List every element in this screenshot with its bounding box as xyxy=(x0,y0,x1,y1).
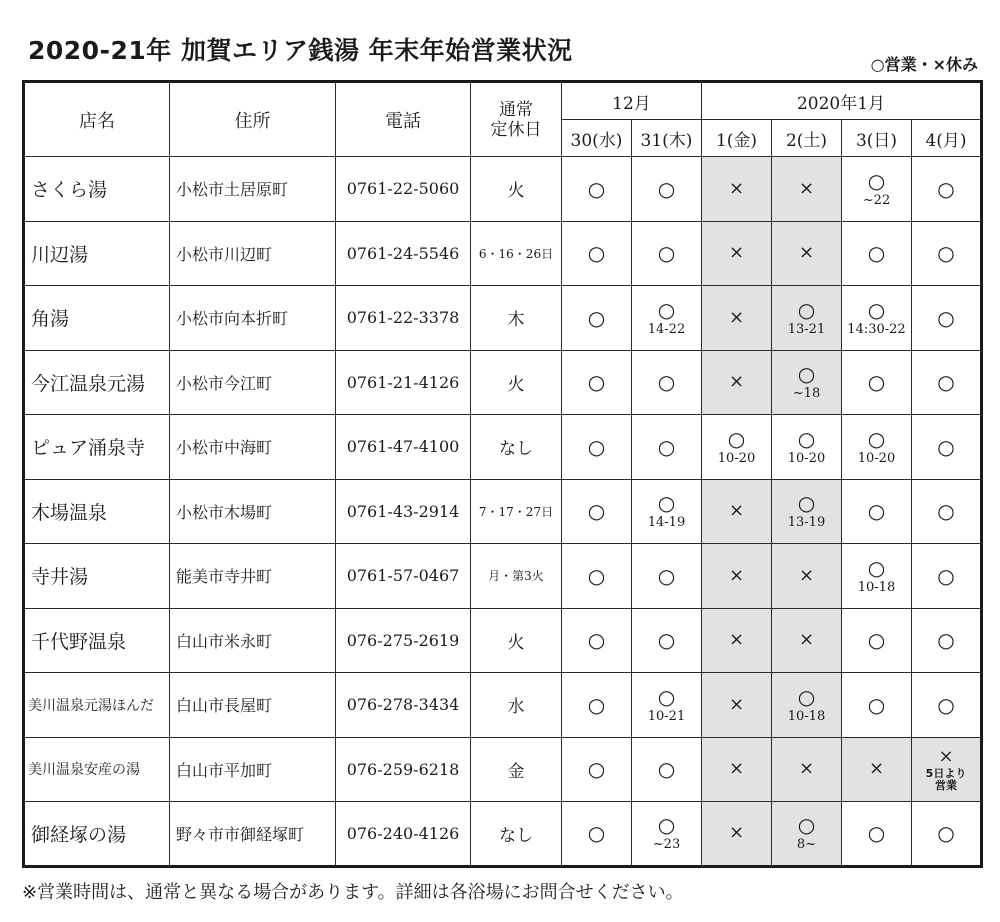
day-status-cell xyxy=(632,737,702,802)
day-status-cell xyxy=(562,608,632,673)
open-mark: ○ xyxy=(867,692,886,717)
day-status-cell xyxy=(772,221,842,286)
open-mark: ○ xyxy=(587,305,606,330)
day-status-cell xyxy=(772,286,842,351)
day-status-cell xyxy=(772,350,842,415)
day-status-cell xyxy=(772,737,842,802)
legend: ○営業・×休み xyxy=(870,55,978,74)
closed-mark: × xyxy=(728,564,745,586)
day-status-cell xyxy=(702,802,772,867)
open-mark: ○ xyxy=(587,499,606,524)
opening-hours: 10-18 xyxy=(857,579,896,595)
day-status-cell xyxy=(842,802,912,867)
bathhouse-name: 木場温泉 xyxy=(24,479,170,544)
table-row xyxy=(24,221,982,286)
open-mark: ○ xyxy=(937,434,955,459)
open-mark: ○ xyxy=(657,297,676,322)
open-mark: ○ xyxy=(657,434,676,459)
day-status-cell xyxy=(772,802,842,867)
table-row xyxy=(24,415,982,480)
day-status-cell xyxy=(702,350,772,415)
bathhouse-phone: 076-275-2619 xyxy=(336,608,471,673)
day-status-cell xyxy=(912,479,982,544)
header-day: 31(木) xyxy=(632,120,702,157)
footer-note: ※営業時間は、通常と異なる場合があります。詳細は各浴場にお問合せください。 xyxy=(22,882,684,903)
open-mark: ○ xyxy=(587,176,606,201)
closed-mark: × xyxy=(798,177,815,199)
bathhouse-address: 小松市土居原町 xyxy=(170,157,336,222)
open-mark: ○ xyxy=(797,491,816,516)
bathhouse-name: 美川温泉安産の湯 xyxy=(24,737,170,802)
closed-mark: × xyxy=(798,564,815,586)
closed-mark: × xyxy=(798,758,815,780)
opening-hours: 10-18 xyxy=(787,708,826,724)
closed-mark: × xyxy=(728,629,745,651)
closed-mark: × xyxy=(728,306,745,328)
bathhouse-name: ピュア涌泉寺 xyxy=(24,415,170,480)
bathhouse-phone: 076-259-6218 xyxy=(336,737,471,802)
open-mark: ○ xyxy=(727,426,746,451)
table-row xyxy=(24,479,982,544)
bathhouse-phone: 0761-47-4100 xyxy=(336,415,471,480)
open-mark: ○ xyxy=(937,499,955,524)
header-closed xyxy=(471,82,562,157)
day-status-cell xyxy=(912,544,982,609)
bathhouse-phone: 0761-24-5546 xyxy=(336,221,471,286)
open-mark: ○ xyxy=(797,297,816,322)
day-status-cell xyxy=(632,673,702,738)
header-closed-line1: 通常 xyxy=(499,99,533,120)
opening-hours: 14-19 xyxy=(647,515,686,531)
day-status-cell xyxy=(772,157,842,222)
bathhouse-address: 小松市向本折町 xyxy=(170,286,336,351)
bathhouse-phone: 0761-43-2914 xyxy=(336,479,471,544)
open-mark: ○ xyxy=(587,563,606,588)
day-status-cell xyxy=(562,544,632,609)
open-mark: ○ xyxy=(587,821,606,846)
day-status-cell xyxy=(912,350,982,415)
header-day: 3(日) xyxy=(842,120,912,157)
day-status-cell xyxy=(702,479,772,544)
table-row xyxy=(24,673,982,738)
bathhouse-name: 川辺湯 xyxy=(24,221,170,286)
opening-hours: ~18 xyxy=(792,386,821,402)
day-status-cell xyxy=(912,608,982,673)
open-mark: ○ xyxy=(797,362,816,387)
day-status-cell xyxy=(772,544,842,609)
open-mark: ○ xyxy=(657,241,676,266)
bathhouse-address: 白山市長屋町 xyxy=(170,673,336,738)
open-mark: ○ xyxy=(937,563,955,588)
header-day: 30(水) xyxy=(562,120,632,157)
day-status-cell xyxy=(702,608,772,673)
day-status-cell xyxy=(562,479,632,544)
open-mark: ○ xyxy=(657,813,676,838)
open-mark: ○ xyxy=(937,692,955,717)
closed-mark: × xyxy=(728,500,745,522)
bathhouse-phone: 076-278-3434 xyxy=(336,673,471,738)
table-row xyxy=(24,157,982,222)
day-status-cell xyxy=(772,415,842,480)
opening-hours: 14-22 xyxy=(647,321,686,337)
closed-mark: × xyxy=(868,758,885,780)
regular-closed-day: なし xyxy=(471,415,562,480)
opening-hours: 13-19 xyxy=(787,515,826,531)
opening-hours: 10-20 xyxy=(717,450,756,466)
open-mark: ○ xyxy=(657,563,676,588)
opening-hours: 10-21 xyxy=(647,708,686,724)
day-status-cell xyxy=(842,608,912,673)
day-status-cell xyxy=(562,157,632,222)
open-mark: ○ xyxy=(657,628,676,653)
day-status-cell xyxy=(632,350,702,415)
bathhouse-name: 寺井湯 xyxy=(24,544,170,609)
opening-hours: 13-21 xyxy=(787,321,826,337)
header-day: 4(月) xyxy=(912,120,982,157)
table-row xyxy=(24,286,982,351)
open-mark: ○ xyxy=(937,176,955,201)
open-mark: ○ xyxy=(587,628,606,653)
open-mark: ○ xyxy=(587,241,606,266)
open-mark: ○ xyxy=(867,168,886,193)
closed-mark: × xyxy=(798,629,815,651)
schedule-table xyxy=(22,80,983,868)
day-status-cell xyxy=(842,286,912,351)
closed-mark: × xyxy=(728,371,745,393)
regular-closed-day: 木 xyxy=(471,286,562,351)
open-mark: ○ xyxy=(587,692,606,717)
page-title: 2020-21年 加賀エリア銭湯 年末年始営業状況 xyxy=(28,36,573,65)
open-mark: ○ xyxy=(867,370,886,395)
open-mark: ○ xyxy=(797,813,816,838)
day-status-cell xyxy=(632,608,702,673)
regular-closed-day: 火 xyxy=(471,608,562,673)
day-status-cell xyxy=(562,802,632,867)
day-status-cell xyxy=(912,286,982,351)
closed-mark: × xyxy=(728,177,745,199)
header-name: 店名 xyxy=(24,82,170,157)
bathhouse-address: 小松市中海町 xyxy=(170,415,336,480)
bathhouse-name: 御経塚の湯 xyxy=(24,802,170,867)
day-status-cell xyxy=(842,350,912,415)
header-closed-line2: 定休日 xyxy=(490,119,542,140)
open-mark: ○ xyxy=(867,821,886,846)
day-status-cell xyxy=(702,737,772,802)
open-mark: ○ xyxy=(587,757,606,782)
opening-hours: ~22 xyxy=(862,192,891,208)
header-day: 1(金) xyxy=(702,120,772,157)
day-status-cell xyxy=(632,286,702,351)
open-mark: ○ xyxy=(867,628,886,653)
day-status-cell xyxy=(562,350,632,415)
open-mark: ○ xyxy=(657,370,676,395)
bathhouse-name: 美川温泉元湯ほんだ xyxy=(24,673,170,738)
regular-closed-day: 水 xyxy=(471,673,562,738)
opening-hours: 10-20 xyxy=(857,450,896,466)
regular-closed-day: 7・17・27日 xyxy=(471,479,562,544)
open-mark: ○ xyxy=(797,426,816,451)
header-address: 住所 xyxy=(170,82,336,157)
open-mark: ○ xyxy=(587,370,606,395)
regular-closed-day: なし xyxy=(471,802,562,867)
bathhouse-phone: 0761-21-4126 xyxy=(336,350,471,415)
bathhouse-name: 千代野温泉 xyxy=(24,608,170,673)
day-status-cell xyxy=(772,673,842,738)
day-status-cell xyxy=(632,802,702,867)
day-status-cell xyxy=(562,673,632,738)
open-mark: ○ xyxy=(657,176,676,201)
day-status-cell xyxy=(562,221,632,286)
day-status-cell xyxy=(842,221,912,286)
day-status-cell xyxy=(632,479,702,544)
cell-note: 営業 xyxy=(935,779,957,793)
day-status-cell xyxy=(912,157,982,222)
bathhouse-address: 小松市木場町 xyxy=(170,479,336,544)
day-status-cell xyxy=(842,157,912,222)
open-mark: ○ xyxy=(657,684,676,709)
bathhouse-name: 角湯 xyxy=(24,286,170,351)
day-status-cell xyxy=(702,673,772,738)
day-status-cell xyxy=(842,673,912,738)
opening-hours: 8~ xyxy=(796,837,817,853)
open-mark: ○ xyxy=(937,628,955,653)
day-status-cell xyxy=(912,802,982,867)
bathhouse-phone: 076-240-4126 xyxy=(336,802,471,867)
table-row xyxy=(24,608,982,673)
header-phone: 電話 xyxy=(336,82,471,157)
day-status-cell xyxy=(842,415,912,480)
day-status-cell xyxy=(702,544,772,609)
day-status-cell xyxy=(912,737,982,802)
day-status-cell xyxy=(842,737,912,802)
open-mark: ○ xyxy=(797,684,816,709)
bathhouse-address: 小松市今江町 xyxy=(170,350,336,415)
day-status-cell xyxy=(632,415,702,480)
opening-hours: 10-20 xyxy=(787,450,826,466)
bathhouse-name: さくら湯 xyxy=(24,157,170,222)
open-mark: ○ xyxy=(657,757,676,782)
day-status-cell xyxy=(562,286,632,351)
bathhouse-address: 白山市米永町 xyxy=(170,608,336,673)
day-status-cell xyxy=(702,221,772,286)
bathhouse-phone: 0761-57-0467 xyxy=(336,544,471,609)
day-status-cell xyxy=(702,415,772,480)
open-mark: ○ xyxy=(867,426,886,451)
header-month-jan: 2020年1月 xyxy=(702,82,982,120)
bathhouse-address: 白山市平加町 xyxy=(170,737,336,802)
open-mark: ○ xyxy=(867,499,886,524)
closed-mark: × xyxy=(938,746,954,768)
day-status-cell xyxy=(772,608,842,673)
open-mark: ○ xyxy=(587,434,606,459)
day-status-cell xyxy=(632,157,702,222)
closed-mark: × xyxy=(798,242,815,264)
regular-closed-day: 6・16・26日 xyxy=(471,221,562,286)
regular-closed-day: 火 xyxy=(471,157,562,222)
bathhouse-name: 今江温泉元湯 xyxy=(24,350,170,415)
day-status-cell xyxy=(632,221,702,286)
bathhouse-address: 野々市市御経塚町 xyxy=(170,802,336,867)
day-status-cell xyxy=(702,286,772,351)
cell-note: 5日より xyxy=(925,767,967,781)
table-row xyxy=(24,350,982,415)
bathhouse-phone: 0761-22-5060 xyxy=(336,157,471,222)
header-month-dec: 12月 xyxy=(562,82,702,120)
header-day: 2(土) xyxy=(772,120,842,157)
regular-closed-day: 金 xyxy=(471,737,562,802)
day-status-cell xyxy=(842,544,912,609)
open-mark: ○ xyxy=(867,297,886,322)
regular-closed-day: 火 xyxy=(471,350,562,415)
opening-hours: 14:30-22 xyxy=(847,321,906,337)
opening-hours: ~23 xyxy=(652,837,681,853)
table-row xyxy=(24,802,982,867)
bathhouse-phone: 0761-22-3378 xyxy=(336,286,471,351)
open-mark: ○ xyxy=(937,370,955,395)
open-mark: ○ xyxy=(937,821,955,846)
table-row xyxy=(24,737,982,802)
open-mark: ○ xyxy=(937,241,955,266)
closed-mark: × xyxy=(728,822,745,844)
day-status-cell xyxy=(702,157,772,222)
day-status-cell xyxy=(562,415,632,480)
bathhouse-address: 能美市寺井町 xyxy=(170,544,336,609)
day-status-cell xyxy=(562,737,632,802)
bathhouse-address: 小松市川辺町 xyxy=(170,221,336,286)
day-status-cell xyxy=(912,221,982,286)
closed-mark: × xyxy=(728,693,745,715)
table-row xyxy=(24,544,982,609)
open-mark: ○ xyxy=(657,491,676,516)
regular-closed-day: 月・第3火 xyxy=(471,544,562,609)
open-mark: ○ xyxy=(867,241,886,266)
open-mark: ○ xyxy=(937,305,955,330)
day-status-cell xyxy=(912,673,982,738)
closed-mark: × xyxy=(728,758,745,780)
day-status-cell xyxy=(772,479,842,544)
closed-mark: × xyxy=(728,242,745,264)
day-status-cell xyxy=(912,415,982,480)
day-status-cell xyxy=(632,544,702,609)
open-mark: ○ xyxy=(867,555,886,580)
day-status-cell xyxy=(842,479,912,544)
